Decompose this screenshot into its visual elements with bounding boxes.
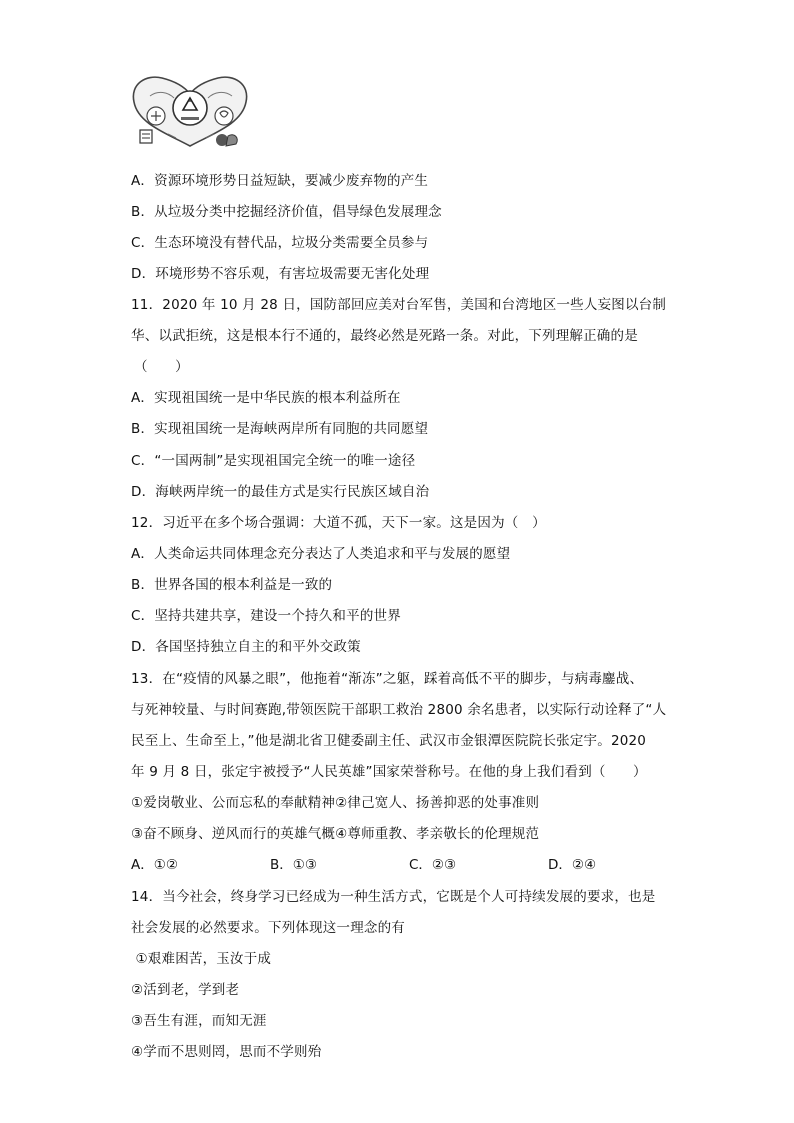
q11-option-d: D．海峡两岸统一的最佳方式是实行民族区域自治 [131,484,430,500]
q13-stem-line-1: 13．在“疫情的风暴之眼”，他拖着“渐冻”之躯，踩着高低不平的脚步，与病毒鏖战、 [131,671,644,687]
q13-choice-d: D．②④ [548,857,597,873]
q13-item-line-2: ③奋不顾身、逆风而行的英雄气概④尊师重教、孝亲敬长的伦理规范 [131,826,540,842]
q14-item-3: ③吾生有涯，而知无涯 [131,1013,267,1029]
q12-option-c: C．坚持共建共享，建设一个持久和平的世界 [131,608,401,624]
q14-item-2: ②活到老，学到老 [131,982,240,998]
q12-option-b: B．世界各国的根本利益是一致的 [131,577,333,593]
q13-stem-line-3: 民至上、生命至上，”他是湖北省卫健委副主任、武汉市金银潭医院院长张定宇。2020 [131,733,647,749]
q13-choice-b: B．①③ [270,857,317,873]
garbage-sorting-illustration [128,68,253,154]
q14-item-4: ④学而不思则罔，思而不学则殆 [131,1044,322,1060]
q13-choice-c: C．②③ [409,857,457,873]
q13-choice-a: A．①② [131,857,178,873]
q14-item-1: ①艰难困苦，玉汝于成 [131,951,272,967]
q14-stem-line-2: 社会发展的必然要求。下列体现这一理念的有 [131,920,405,936]
q10-option-d: D．环境形势不容乐观，有害垃圾需要无害化处理 [131,266,430,282]
q13-stem-line-4: 年 9 月 8 日，张定宇被授予“人民英雄”国家荣誉称号。在他的身上我们看到（ ） [131,764,647,780]
q11-stem-line-1: 11．2020 年 10 月 28 日，国防部回应美对台军售，美国和台湾地区一些人妄图以台制 [131,297,667,313]
q12-option-a: A．人类命运共同体理念充分表达了人类追求和平与发展的愿望 [131,546,511,562]
q13-stem-line-2: 与死神较量、与时间赛跑,带领医院干部职工救治 2800 余名患者，以实际行动诠释了“人 [131,702,667,718]
q11-answer-bracket: （ ） [134,359,189,375]
q10-option-c: C．生态环境没有替代品，垃圾分类需要全员参与 [131,235,429,251]
q11-option-c: C．“一国两制”是实现祖国完全统一的唯一途径 [131,453,416,469]
q11-option-b: B．实现祖国统一是海峡两岸所有同胞的共同愿望 [131,421,429,437]
q14-stem-line-1: 14．当今社会，终身学习已经成为一种生活方式，它既是个人可持续发展的要求，也是 [131,889,656,905]
q12-stem: 12．习近平在多个场合强调：大道不孤，天下一家。这是因为（ ） [131,515,546,531]
q11-option-a: A．实现祖国统一是中华民族的根本利益所在 [131,390,401,406]
q11-stem-line-2: 华、以武拒统，这是根本行不通的，最终必然是死路一条。对此，下列理解正确的是 [131,328,638,344]
q10-option-a: A．资源环境形势日益短缺，要减少废弃物的产生 [131,173,429,189]
q10-option-b: B．从垃圾分类中挖掘经济价值，倡导绿色发展理念 [131,204,442,220]
q12-option-d: D．各国坚持独立自主的和平外交政策 [131,639,361,655]
q13-item-line-1: ①爱岗敬业、公而忘私的奉献精神②律己宽人、扬善抑恶的处事准则 [131,795,540,811]
